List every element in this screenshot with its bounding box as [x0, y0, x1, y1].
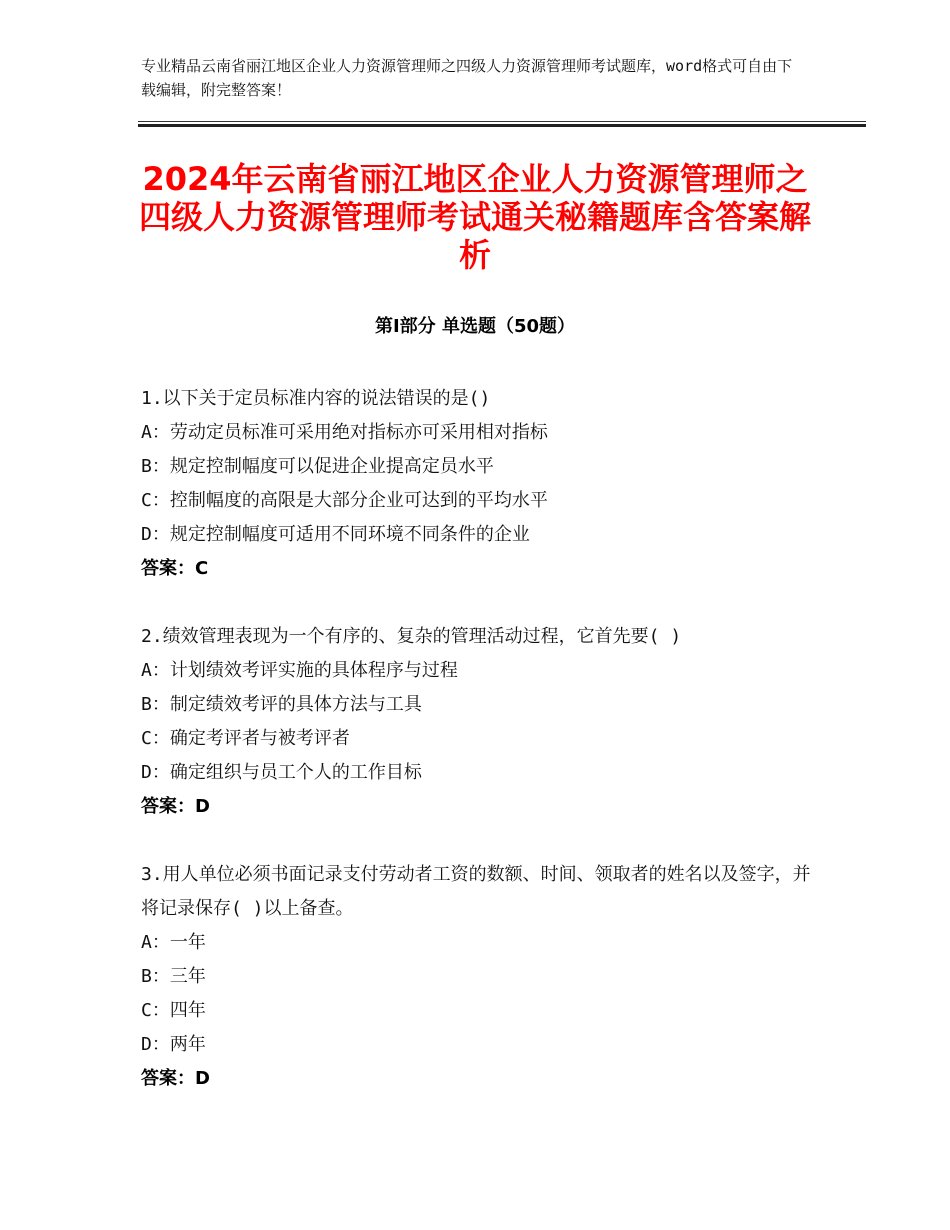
header-divider-thin	[138, 121, 866, 122]
option-d: D：两年	[141, 1034, 206, 1055]
answer: 答案：C	[141, 558, 209, 579]
question-stem: 2.绩效管理表现为一个有序的、复杂的管理活动过程，它首先要( )	[141, 626, 682, 647]
option-d: D：规定控制幅度可适用不同环境不同条件的企业	[141, 524, 530, 545]
document-title: 2024年云南省丽江地区企业人力资源管理师之四级人力资源管理师考试通关秘籍题库含答案解析	[138, 160, 811, 274]
question-list	[141, 382, 811, 1130]
option-a: A：劳动定员标准可采用绝对指标亦可采用相对指标	[141, 422, 548, 443]
header-divider-thick	[138, 124, 866, 127]
question-stem: 1.以下关于定员标准内容的说法错误的是()	[141, 388, 491, 409]
header-note: 专业精品云南省丽江地区企业人力资源管理师之四级人力资源管理师考试题库，word格式可自由下载编辑，附完整答案！	[141, 57, 793, 99]
option-b: B：制定绩效考评的具体方法与工具	[141, 694, 422, 715]
section-heading: 第Ⅰ部分 单选题（50题）	[374, 316, 575, 337]
answer: 答案：D	[141, 1068, 210, 1089]
option-d: D：确定组织与员工个人的工作目标	[141, 762, 422, 783]
option-b: B：规定控制幅度可以促进企业提高定员水平	[141, 456, 494, 477]
option-c: C：确定考评者与被考评者	[141, 728, 350, 749]
option-c: C：控制幅度的高限是大部分企业可达到的平均水平	[141, 490, 548, 511]
question-stem: 3.用人单位必须书面记录支付劳动者工资的数额、时间、领取者的姓名以及签字，并将记录保存( )以上备查。	[141, 864, 811, 919]
option-b: B：三年	[141, 966, 206, 987]
question-item	[141, 858, 811, 1096]
option-a: A：计划绩效考评实施的具体程序与过程	[141, 660, 458, 681]
answer: 答案：D	[141, 796, 210, 817]
question-item	[141, 620, 811, 824]
option-c: C：四年	[141, 1000, 206, 1021]
option-a: A：一年	[141, 932, 206, 953]
question-item	[141, 382, 811, 586]
